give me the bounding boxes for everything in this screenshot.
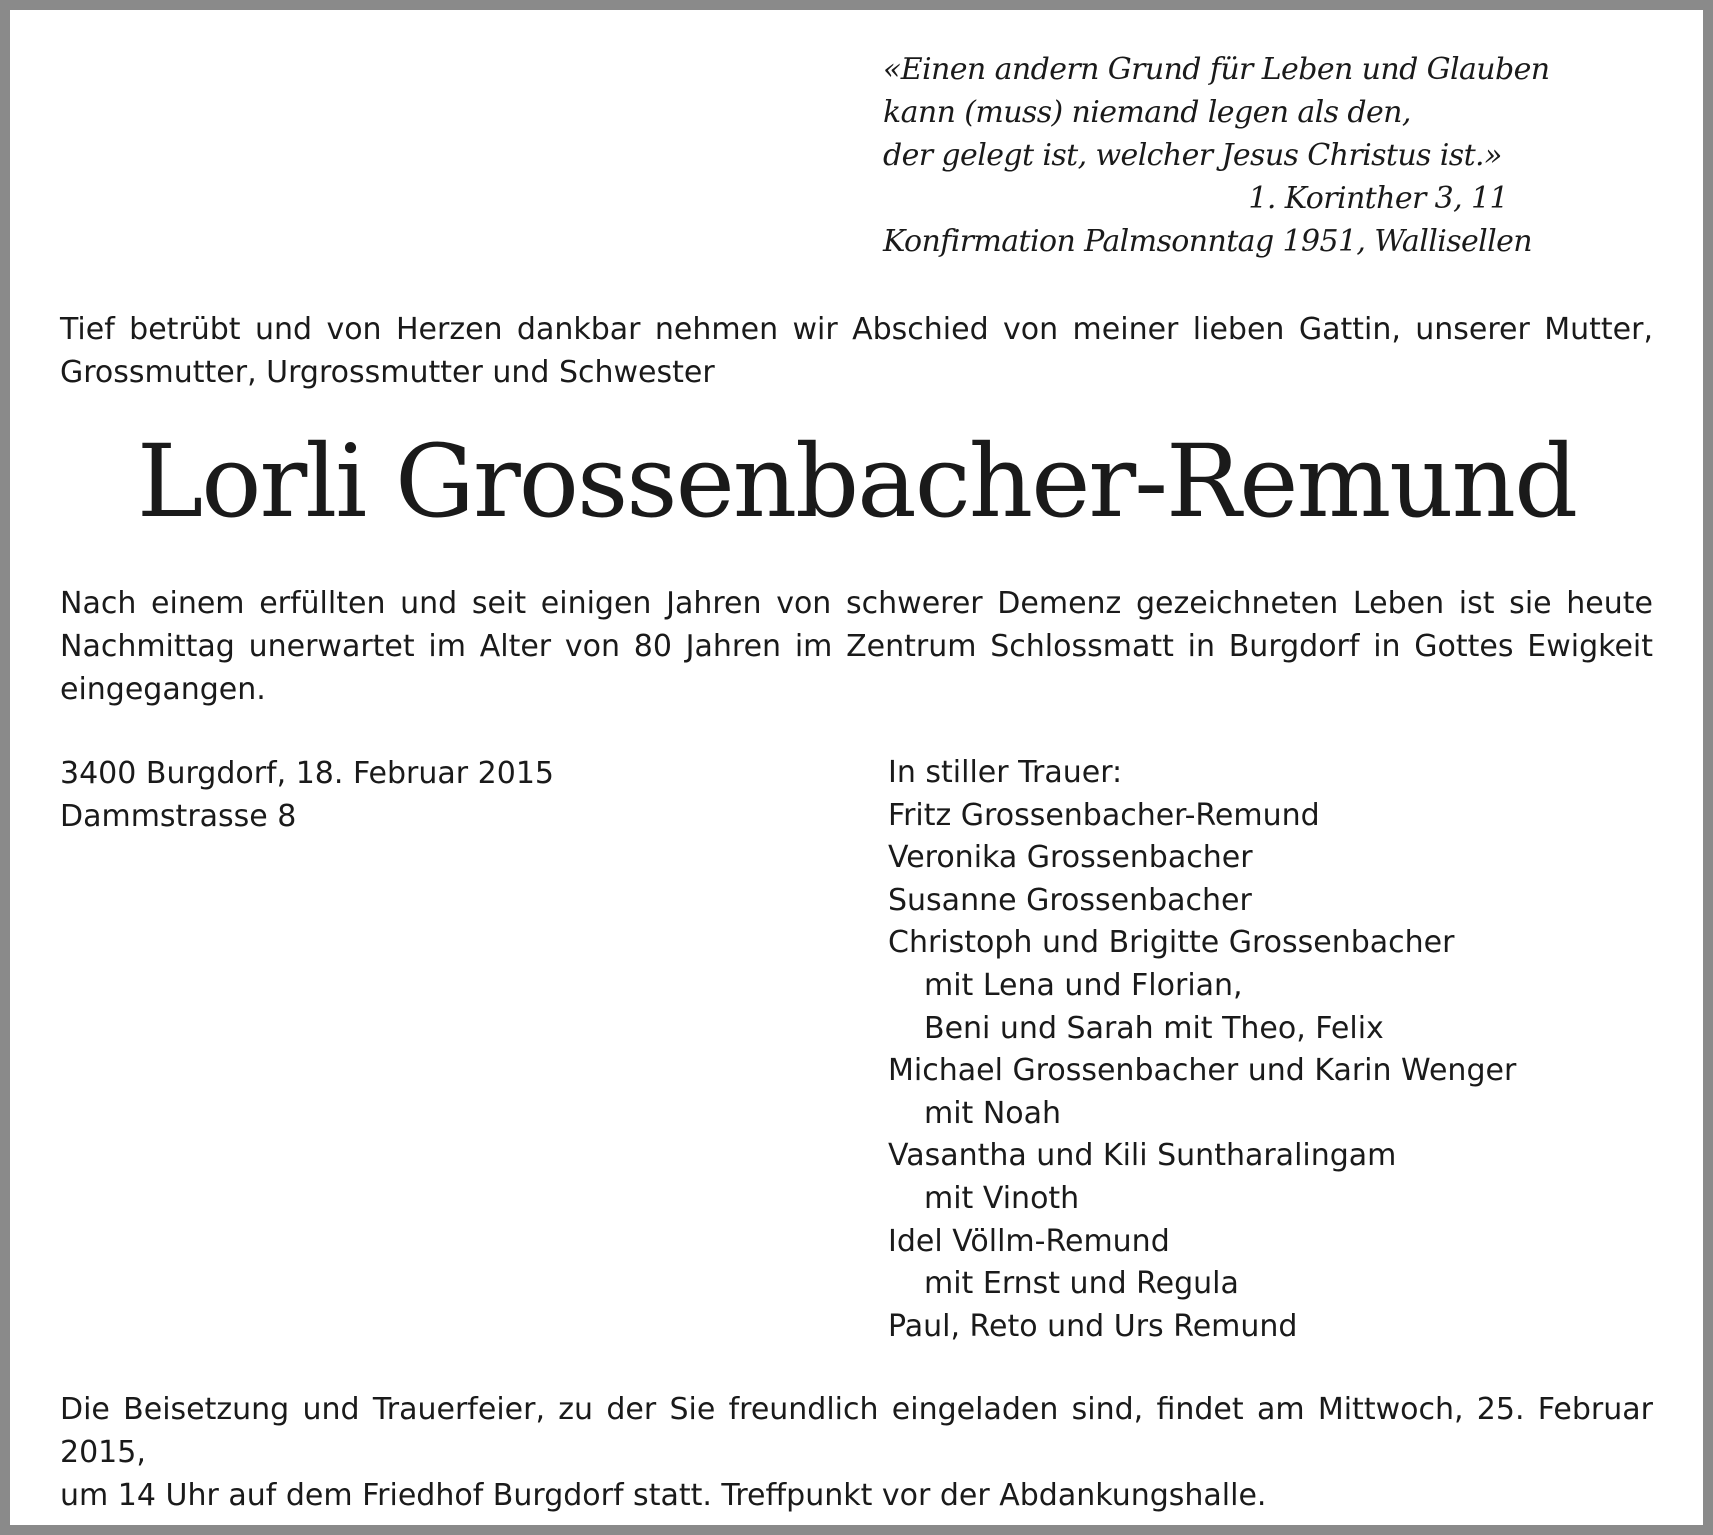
confirmation-note: Konfirmation Palmsonntag 1951, Wallisellen	[883, 224, 1533, 259]
deceased-name: Lorli Grossenbacher-Remund	[136, 423, 1577, 540]
mourner-entry: Susanne Grossenbacher	[888, 882, 1252, 918]
quote-line: kann (muss) niemand legen als den,	[883, 95, 1411, 130]
place-and-date	[60, 752, 554, 838]
mourners-heading: In stiller Trauer:	[888, 755, 1123, 790]
mourner-entry: Veronika Grossenbacher	[888, 840, 1253, 876]
mourners-list	[888, 752, 1516, 1348]
intro-line: Grossmutter, Urgrossmutter und Schwester	[60, 355, 715, 390]
mourner-entry: Vasantha und Kili Suntharalingam	[888, 1138, 1397, 1174]
obituary-page	[10, 10, 1703, 1525]
intro-paragraph	[60, 308, 1653, 394]
quote-line: «Einen andern Grund für Leben und Glauben	[883, 52, 1550, 87]
announcement-line: Nachmittag unerwartet im Alter von 80 Jahren im Zentrum Schlossmatt in Burgdorf in Gottes Ewigkeit	[60, 629, 1653, 664]
mourner-entry: Idel Völlm-Remund	[888, 1223, 1170, 1259]
announcement-line: eingegangen.	[60, 672, 266, 707]
bible-quote	[883, 48, 1550, 263]
funeral-line: um 14 Uhr auf dem Friedhof Burgdorf statt. Treffpunkt vor der Abdankungshalle.	[60, 1478, 1267, 1513]
mourner-entry: mit Noah	[924, 1095, 1062, 1131]
address-line: Dammstrasse 8	[60, 799, 297, 834]
mourner-entry: Christoph und Brigitte Grossenbacher	[888, 925, 1455, 961]
mourner-entry: mit Vinoth	[924, 1180, 1080, 1216]
mourner-entry: Paul, Reto und Urs Remund	[888, 1308, 1298, 1344]
intro-line: Tief betrübt und von Herzen dankbar nehmen wir Abschied von meiner lieben Gattin, unserer Mutter,	[60, 312, 1653, 347]
mourner-entry: Fritz Grossenbacher-Remund	[888, 797, 1320, 833]
quote-reference: 1. Korinther 3, 11	[1248, 181, 1508, 216]
funeral-line: Die Beisetzung und Trauerfeier, zu der Sie freundlich eingeladen sind, findet am Mittwoch, 25. Februar 2015,	[60, 1392, 1653, 1470]
mourner-entry: mit Ernst und Regula	[924, 1266, 1239, 1302]
announcement-line: Nach einem erfüllten und seit einigen Jahren von schwerer Demenz gezeichneten Leben ist sie heute	[60, 586, 1653, 621]
quote-line: der gelegt ist, welcher Jesus Christus ist.»	[883, 138, 1502, 173]
announcement-paragraph	[60, 582, 1653, 711]
mourner-entry: mit Lena und Florian,	[924, 967, 1243, 1003]
mourner-entry: Michael Grossenbacher und Karin Wenger	[888, 1053, 1517, 1089]
mourner-entry: Beni und Sarah mit Theo, Felix	[924, 1010, 1384, 1046]
place-date-line: 3400 Burgdorf, 18. Februar 2015	[60, 756, 555, 791]
funeral-notice	[60, 1388, 1653, 1517]
